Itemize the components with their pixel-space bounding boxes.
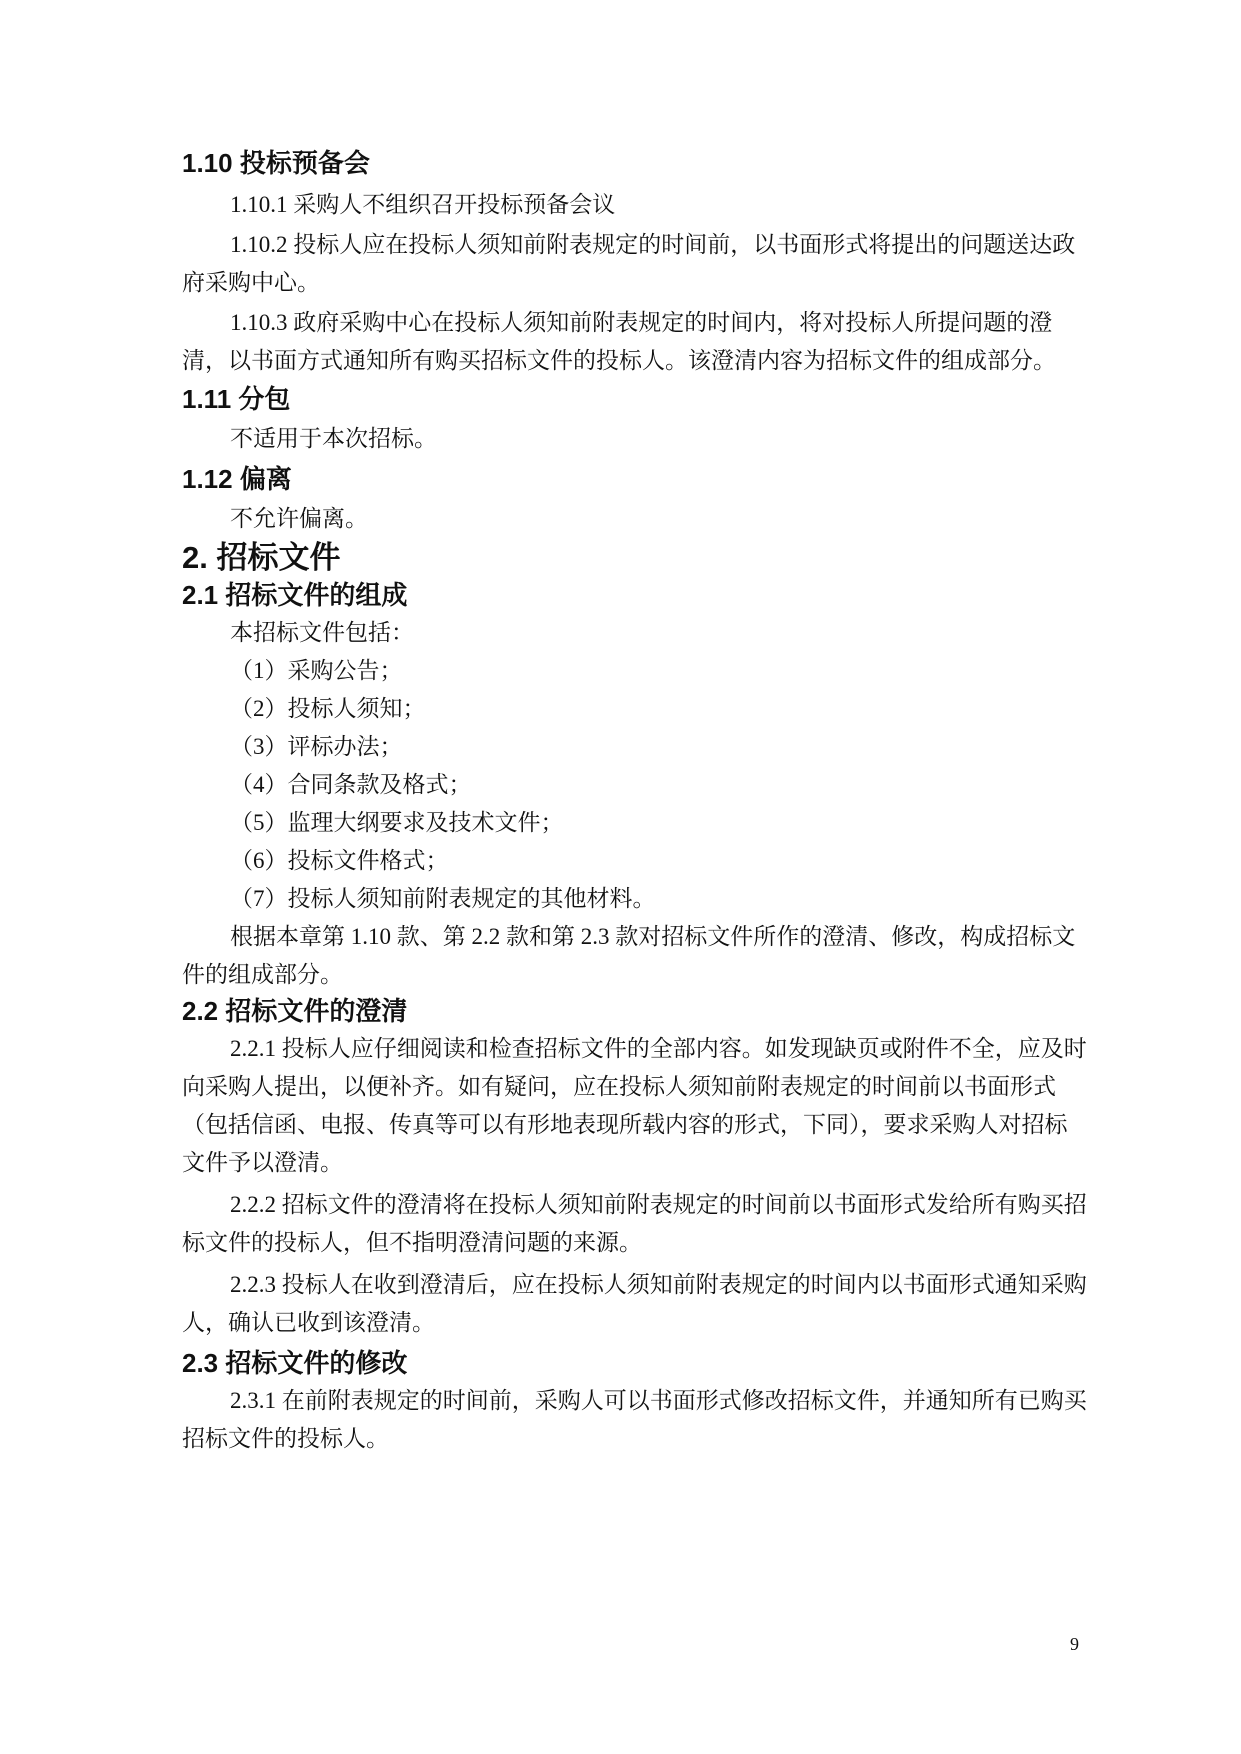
heading-1-10: 1.10 投标预备会: [182, 148, 370, 178]
list-item: （6）投标文件格式；: [230, 848, 449, 873]
paragraph-2-2-2: 2.2.2 招标文件的澄清将在投标人须知前附表规定的时间前以书面形式发给所有购买招标文件的投标人，但不指明澄清问题的来源。: [182, 1192, 1087, 1255]
list-item: （4）合同条款及格式；: [230, 772, 472, 797]
list-item: （5）监理大纲要求及技术文件；: [230, 810, 564, 835]
heading-2: 2. 招标文件: [182, 540, 341, 575]
heading-1-11: 1.11 分包: [182, 384, 291, 414]
list-item: （3）评标办法；: [230, 734, 403, 759]
page-number: 9: [1070, 1634, 1079, 1654]
list-item: （7）投标人须知前附表规定的其他材料。: [230, 886, 656, 911]
paragraph-2-1-summary: 根据本章第 1.10 款、第 2.2 款和第 2.3 款对招标文件所作的澄清、修改，构成招标文件的组成部分。: [182, 924, 1076, 987]
paragraph-2-2-1: 2.2.1 投标人应仔细阅读和检查招标文件的全部内容。如发现缺页或附件不全，应及时向采购人提出，以便补齐。如有疑问，应在投标人须知前附表规定的时间前以书面形式（包括信函、电报、传真等可以有形地表现所载内容的形式，下同），要求采购人对招标文件予以澄清。: [182, 1036, 1087, 1175]
paragraph-1-12: 不允许偏离。: [230, 506, 368, 531]
paragraph-2-2-3: 2.2.3 投标人在收到澄清后，应在投标人须知前附表规定的时间内以书面形式通知采购人，确认已收到该澄清。: [182, 1272, 1087, 1335]
document-page: [182, 146, 1088, 1458]
heading-1-12: 1.12 偏离: [182, 464, 292, 494]
heading-2-1: 2.1 招标文件的组成: [182, 580, 408, 610]
heading-2-3: 2.3 招标文件的修改: [182, 1348, 408, 1378]
paragraph-2-3-1: 2.3.1 在前附表规定的时间前，采购人可以书面形式修改招标文件，并通知所有已购买招标文件的投标人。: [182, 1388, 1087, 1451]
paragraph-1-10-2: 1.10.2 投标人应在投标人须知前附表规定的时间前，以书面形式将提出的问题送达政府采购中心。: [182, 232, 1076, 295]
list-item: （2）投标人须知；: [230, 696, 426, 721]
paragraph-1-10-3: 1.10.3 政府采购中心在投标人须知前附表规定的时间内，将对投标人所提问题的澄清，以书面方式通知所有购买招标文件的投标人。该澄清内容为招标文件的组成部分。: [182, 310, 1056, 373]
paragraph-1-10-1: 1.10.1 采购人不组织召开投标预备会议: [230, 192, 616, 217]
list-item: （1）采购公告；: [230, 658, 403, 683]
paragraph-2-1-intro: 本招标文件包括：: [230, 620, 414, 645]
heading-2-2: 2.2 招标文件的澄清: [182, 996, 408, 1026]
paragraph-1-11: 不适用于本次招标。: [230, 426, 437, 451]
